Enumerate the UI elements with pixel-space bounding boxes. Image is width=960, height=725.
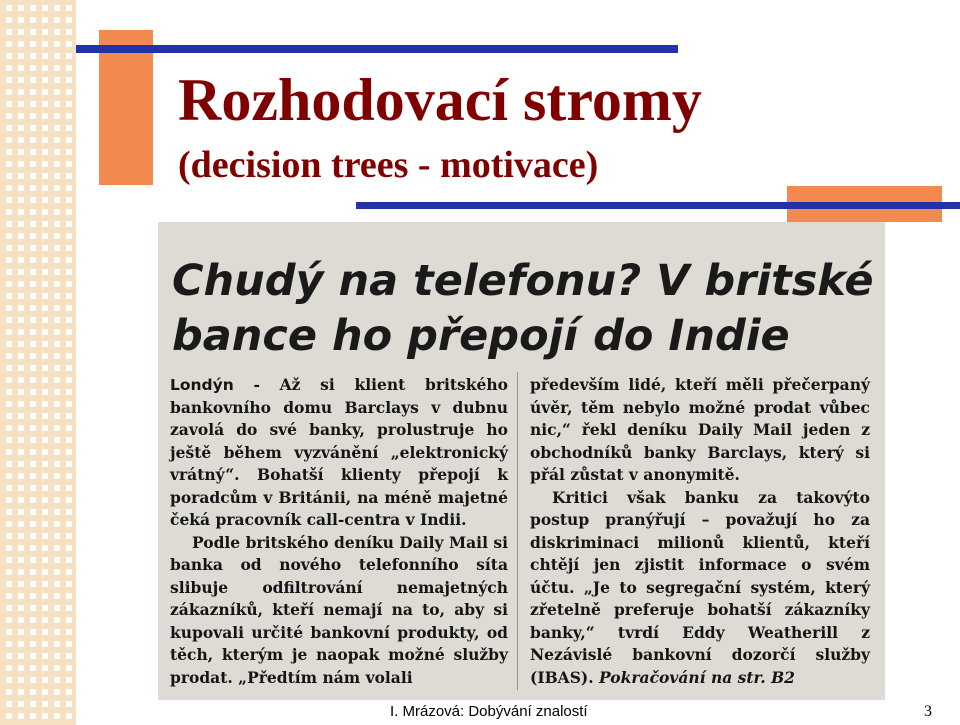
slide-subtitle: (decision trees - motivace)	[178, 144, 599, 186]
orange-accent-block	[99, 30, 153, 185]
article-column-right	[530, 374, 870, 689]
bleed-through-text	[170, 224, 875, 252]
article-headline	[172, 254, 874, 364]
slide-title: Rozhodovací stromy	[178, 67, 702, 133]
blue-accent-line-right	[356, 202, 960, 209]
headline-line-2: bance ho přepojí do Indie	[172, 311, 790, 361]
continuation-note: Pokračování na str. B2	[599, 667, 795, 687]
article-paragraph: Londýn - Až si klient britského bankovního domu Barclays v dubnu zavolá do své banky, prolustruje ho ještě během vyzvánění „elektronický vrátný“. Bohatší klienty přepojí k poradcům v Británii, na méně majetné čeká pracovník call-centra v Indii.	[170, 375, 508, 529]
article-lead-word: Londýn	[170, 376, 234, 394]
article-paragraph: Podle britského deníku Daily Mail si banka od nového telefonního síta slibuje odfiltrování nemajetných zákazníků, kteří nemají na to, aby si kupovali určité bankovní produkty, od těch, kterým je naopak možné služby prodat. „Předtím nám volali	[170, 532, 508, 687]
article-column-left	[170, 374, 508, 689]
article-paragraph: Kritici však banku za takovýto postup pranýřují – považují ho za diskriminaci milionů klientů, kteří chtějí jen zjistit informace o svém účtu. „Je to segregační systém, který zřetelně preferuje bohatší zákazníky banky,“ tvrdí Eddy Weatherill z Nezávislé bankovní dozorčí služby (IBAS). Pokračování na str. B2	[530, 487, 870, 687]
article-paragraph: především lidé, kteří měli přečerpaný úvěr, těm nebylo možné prodat vůbec nic,“ řekl deníku Daily Mail jeden z obchodníků banky Barclays, který si přál zůstat v anonymitě.	[530, 375, 870, 484]
newspaper-clipping	[158, 222, 885, 700]
page-number: 3	[924, 703, 932, 720]
headline-line-1: Chudý na telefonu? V britské	[172, 256, 874, 306]
checker-pattern	[0, 0, 76, 725]
column-divider	[517, 372, 518, 690]
blue-accent-line	[76, 45, 678, 53]
slide-footer: I. Mrázová: Dobývání znalostí	[390, 703, 588, 720]
